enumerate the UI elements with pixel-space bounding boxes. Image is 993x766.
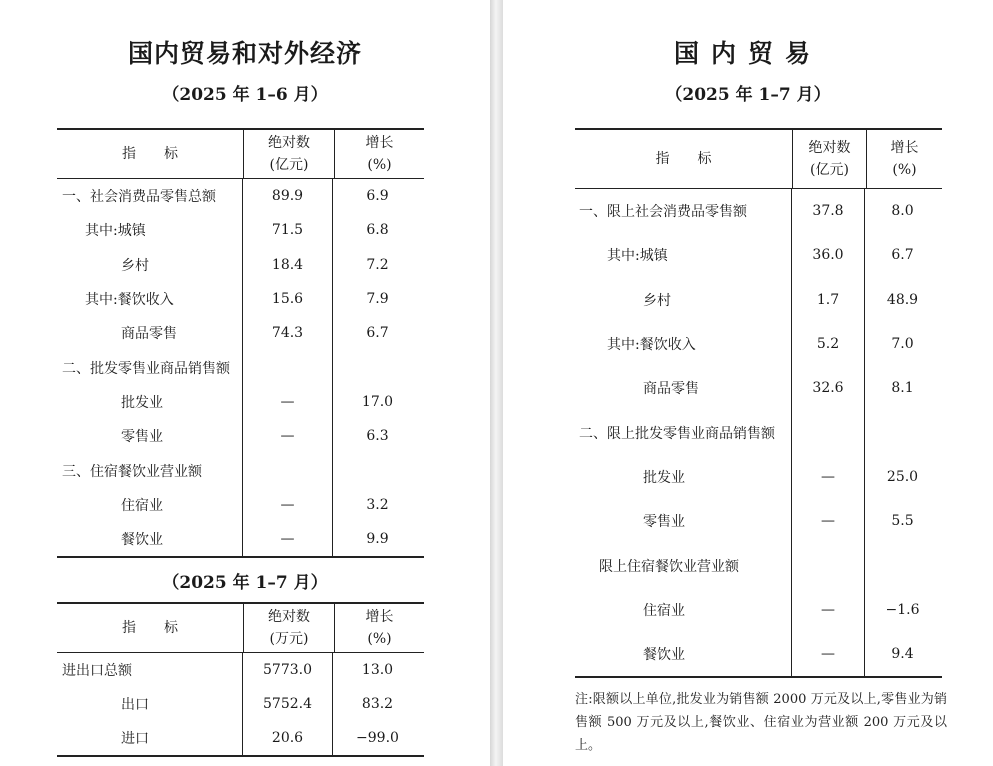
table-row (57, 522, 424, 556)
row-growth-value: 6.7 (891, 247, 914, 264)
table-row (575, 189, 942, 233)
row-growth-value: 6.3 (366, 428, 389, 445)
table-row (575, 499, 942, 543)
row-absolute-value: 74.3 (243, 316, 333, 350)
row-absolute-value: 1.7 (792, 278, 865, 322)
row-absolute-value: — (243, 419, 333, 453)
row-label: 批发业 (57, 385, 243, 419)
table-row (57, 248, 424, 282)
row-absolute-value: 71.5 (243, 213, 333, 247)
row-absolute-value: 18.4 (243, 248, 333, 282)
header-absolute-label: 绝对数 (268, 135, 310, 151)
row-label: 餐饮业 (57, 522, 243, 556)
row-growth-value: 6.9 (366, 188, 389, 205)
table-row (575, 278, 942, 322)
header-absolute-label: 绝对数 (808, 140, 851, 156)
row-label: 进出口总额 (57, 653, 243, 687)
row-absolute-value: — (243, 385, 333, 419)
table-row (575, 588, 942, 632)
header-absolute (244, 604, 335, 652)
table-row (57, 179, 424, 213)
table-row (57, 488, 424, 522)
row-absolute-value: 89.9 (243, 179, 333, 213)
book-gutter (490, 0, 503, 766)
row-growth-value (865, 543, 940, 587)
row-label: 限上住宿餐饮业营业额 (575, 543, 792, 587)
header-growth-unit: (%) (367, 631, 392, 647)
header-growth-unit: (%) (367, 157, 392, 173)
row-absolute-value (792, 543, 865, 587)
row-label: 乡村 (57, 248, 243, 282)
row-label: 一、限上社会消费品零售额 (575, 189, 792, 233)
left-domestic-trade-table (57, 128, 424, 558)
row-growth-value (333, 350, 422, 384)
header-growth-label: 增长 (365, 135, 394, 151)
table-row (57, 653, 424, 687)
row-label: 批发业 (575, 455, 792, 499)
row-label: 商品零售 (575, 366, 792, 410)
table-row (575, 322, 942, 366)
table-row (57, 385, 424, 419)
row-label: 三、住宿餐饮业营业额 (57, 453, 243, 487)
table-row (57, 453, 424, 487)
row-growth-value: 9.4 (891, 646, 914, 663)
row-growth-value: 17.0 (361, 393, 394, 410)
table-row (575, 233, 942, 277)
row-growth-value (865, 410, 940, 454)
header-absolute-label: 绝对数 (268, 609, 310, 625)
row-label: 其中:餐饮收入 (57, 282, 243, 316)
table-row (57, 687, 424, 721)
header-absolute (244, 130, 335, 178)
row-absolute-value: 37.8 (792, 189, 865, 233)
row-absolute-value: 15.6 (243, 282, 333, 316)
header-indicator: 指 标 (57, 130, 244, 178)
row-growth-value: 13.0 (361, 662, 394, 678)
row-absolute-value: 36.0 (792, 233, 865, 277)
header-absolute-unit: (亿元) (810, 162, 849, 178)
header-growth (335, 604, 424, 652)
table-header (57, 604, 424, 653)
table-row (575, 632, 942, 676)
table-row (57, 721, 424, 755)
row-label: 住宿业 (57, 488, 243, 522)
table-row (57, 213, 424, 247)
row-label: 零售业 (57, 419, 243, 453)
right-page-title: 国内贸易 (673, 39, 822, 68)
row-label: 二、批发零售业商品销售额 (57, 350, 243, 384)
row-label: 一、社会消费品零售总额 (57, 179, 243, 213)
row-growth-value: −99.0 (356, 730, 399, 746)
row-label: 出口 (57, 687, 243, 721)
left-page-title: 国内贸易和对外经济 (127, 39, 362, 68)
table-body (57, 653, 424, 755)
row-label: 其中:城镇 (575, 233, 792, 277)
table-body (57, 179, 424, 556)
right-subtitle-period: （2025 年 1–7 月） (665, 85, 831, 105)
row-growth-value: 7.9 (366, 291, 389, 308)
row-absolute-value: 5.2 (792, 322, 865, 366)
header-absolute (793, 130, 867, 188)
row-label: 零售业 (575, 499, 792, 543)
row-growth-value: 25.0 (886, 468, 919, 485)
left-foreign-trade-table (57, 602, 424, 757)
table-row (57, 316, 424, 350)
row-label: 住宿业 (575, 588, 792, 632)
row-growth-value: 3.2 (366, 496, 389, 513)
row-growth-value (333, 453, 422, 487)
header-growth-label: 增长 (365, 609, 394, 625)
row-growth-value: 8.0 (891, 203, 914, 220)
row-growth-value: 6.8 (366, 222, 389, 239)
row-absolute-value: — (792, 499, 865, 543)
row-absolute-value: — (792, 632, 865, 676)
row-absolute-value: 32.6 (792, 366, 865, 410)
table-row (575, 410, 942, 454)
row-growth-value: 6.7 (366, 325, 389, 342)
table-row (575, 455, 942, 499)
row-absolute-value (243, 350, 333, 384)
table-row (575, 366, 942, 410)
row-absolute-value (243, 453, 333, 487)
header-growth (335, 130, 424, 178)
row-growth-value: 48.9 (886, 291, 919, 308)
header-growth-unit: (%) (892, 162, 917, 178)
left-subtitle-period-2: （2025 年 1–7 月） (162, 573, 328, 593)
row-growth-value: 5.5 (891, 513, 914, 530)
table-row (57, 350, 424, 384)
table-row (575, 543, 942, 587)
row-absolute-value: — (792, 455, 865, 499)
row-growth-value: 83.2 (361, 696, 394, 712)
footnote: 注:限额以上单位,批发业为销售额 2000 万元及以上,零售业为销售额 500 万元及以上,餐饮业、住宿业为营业额 200 万元及以上。 (575, 692, 947, 753)
header-growth (867, 130, 942, 188)
right-domestic-trade-table (575, 128, 942, 678)
header-absolute-unit: (亿元) (269, 157, 309, 173)
row-label: 其中:餐饮收入 (575, 322, 792, 366)
row-growth-value: 8.1 (891, 380, 914, 397)
row-growth-value: 7.0 (891, 336, 914, 353)
header-indicator: 指 标 (575, 130, 793, 188)
row-label: 其中:城镇 (57, 213, 243, 247)
row-label: 商品零售 (57, 316, 243, 350)
row-label: 乡村 (575, 278, 792, 322)
header-indicator: 指 标 (57, 604, 244, 652)
table-header (57, 130, 424, 179)
table-row (57, 282, 424, 316)
row-growth-value: 7.2 (366, 256, 389, 273)
row-absolute-value: 5773.0 (243, 653, 333, 687)
row-absolute-value (792, 410, 865, 454)
header-absolute-unit: (万元) (269, 631, 309, 647)
row-label: 餐饮业 (575, 632, 792, 676)
row-absolute-value: — (243, 522, 333, 556)
row-label: 进口 (57, 721, 243, 755)
table-header (575, 130, 942, 189)
row-absolute-value: — (243, 488, 333, 522)
row-absolute-value: 5752.4 (243, 687, 333, 721)
row-absolute-value: 20.6 (243, 721, 333, 755)
row-growth-value: −1.6 (885, 601, 920, 618)
header-growth-label: 增长 (890, 140, 919, 156)
row-growth-value: 9.9 (366, 531, 389, 548)
row-label: 二、限上批发零售业商品销售额 (575, 410, 792, 454)
left-subtitle-period-1: （2025 年 1–6 月） (162, 85, 328, 105)
table-body (575, 189, 942, 676)
table-row (57, 419, 424, 453)
row-absolute-value: — (792, 588, 865, 632)
